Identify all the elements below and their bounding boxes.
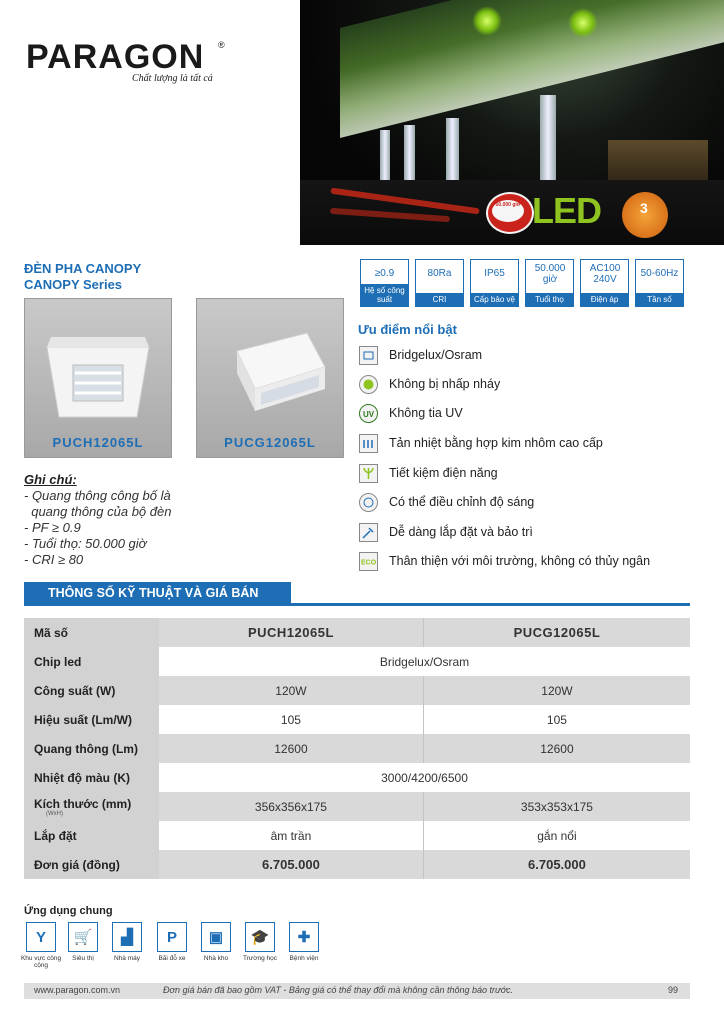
supermarket-icon: 🛒 xyxy=(68,922,98,952)
footer-note: Đơn giá bán đã bao gồm VAT - Bảng giá có thể thay đổi mà không cần thông báo trước. xyxy=(163,985,514,995)
spec-cri xyxy=(415,259,464,307)
canopy-light-glow xyxy=(472,6,502,36)
spec-price-table xyxy=(24,618,690,879)
advantage-item: Tiết kiệm điện năng xyxy=(389,466,498,480)
cell-value: 105 xyxy=(423,705,690,734)
station-pillar xyxy=(404,125,415,185)
row-label xyxy=(24,792,159,821)
table-row xyxy=(24,676,690,705)
spec-label: Tần số xyxy=(636,293,683,306)
dimmer-icon xyxy=(359,493,378,512)
advantage-item: Tản nhiệt bằng hợp kim nhôm cao cấp xyxy=(389,436,603,450)
factory-icon: ▟ xyxy=(112,922,142,952)
spec-value: 80Ra xyxy=(427,268,452,279)
row-label: Hiệu suất (Lm/W) xyxy=(24,705,159,734)
product-code-label: PUCG12065L xyxy=(224,435,316,450)
eco-icon xyxy=(359,552,378,571)
table-row xyxy=(24,850,690,879)
spec-value: ≥0.9 xyxy=(374,268,395,279)
cell-value: 3000/4200/6500 xyxy=(159,763,690,792)
cell-value: 120W xyxy=(159,676,423,705)
cell-value: 12600 xyxy=(159,734,423,763)
table-row xyxy=(24,734,690,763)
brand-logo: PARAGON xyxy=(26,38,205,76)
lifetime-badge-text: 50.000 giờ xyxy=(492,200,524,222)
logo-panel xyxy=(0,0,300,245)
table-row xyxy=(24,705,690,734)
table-row xyxy=(24,792,690,821)
note-line: quang thông của bộ đèn xyxy=(24,504,172,519)
footer-website: www.paragon.com.vn xyxy=(34,985,121,995)
note-line: - Quang thông công bố là xyxy=(24,488,171,503)
row-sublabel: (WxH) xyxy=(46,810,63,817)
advantage-item: Dễ dàng lắp đặt và bảo trì xyxy=(389,525,533,539)
svg-text:UV: UV xyxy=(363,410,375,419)
row-label: Quang thông (Lm) xyxy=(24,734,159,763)
spec-label: Điện áp xyxy=(581,293,628,306)
public-area-icon: Y xyxy=(26,922,56,952)
cell-value: âm trần xyxy=(159,821,423,850)
model-code: PUCG12065L xyxy=(423,618,690,647)
hospital-icon: ✚ xyxy=(289,922,319,952)
no-flicker-icon xyxy=(359,375,378,394)
notes-title: Ghi chú: xyxy=(24,472,77,487)
application-label: Trường học xyxy=(242,955,278,962)
energy-saving-icon xyxy=(359,464,378,483)
warehouse-icon: ▣ xyxy=(201,922,231,952)
row-label: Mã số xyxy=(24,618,159,647)
warranty-years: 3 xyxy=(640,200,648,216)
section-divider xyxy=(24,603,690,606)
surface-canopy-light-icon xyxy=(197,299,343,429)
school-icon: 🎓 xyxy=(245,922,275,952)
table-row xyxy=(24,647,690,676)
cell-value: 120W xyxy=(423,676,690,705)
advantage-item: Có thể điều chỉnh độ sáng xyxy=(389,495,535,509)
recessed-canopy-light-icon xyxy=(25,299,171,429)
spec-label: CRI xyxy=(416,293,463,306)
spec-frequency xyxy=(635,259,684,307)
advantage-item: Thân thiện với môi trường, không có thủy ngân xyxy=(389,554,651,568)
section-title: THÔNG SỐ KỸ THUẬT VÀ GIÁ BÁN xyxy=(48,586,259,600)
heat-sink-icon xyxy=(359,434,378,453)
applications-title: Ứng dụng chung xyxy=(24,905,113,917)
station-pillar xyxy=(380,130,390,185)
cell-value: Bridgelux/Osram xyxy=(159,647,690,676)
cell-value: 12600 xyxy=(423,734,690,763)
product-image-recessed xyxy=(24,298,172,458)
spec-value: IP65 xyxy=(484,268,505,279)
spec-power-factor xyxy=(360,259,409,307)
advantage-item: Không bị nhấp nháy xyxy=(389,377,501,391)
price-value: 6.705.000 xyxy=(159,850,423,879)
cell-value: 105 xyxy=(159,705,423,734)
spec-ip-rating xyxy=(470,259,519,307)
registered-mark: ® xyxy=(218,40,225,50)
model-code: PUCH12065L xyxy=(159,618,423,647)
spec-lifetime xyxy=(525,259,574,307)
advantages-title: Ưu điểm nổi bật xyxy=(358,322,457,337)
brand-tagline: Chất lượng là tất cả xyxy=(132,73,213,84)
product-series: CANOPY Series xyxy=(24,277,123,292)
cell-value: 356x356x175 xyxy=(159,792,423,821)
parking-icon: P xyxy=(157,922,187,952)
cell-value: gắn nổi xyxy=(423,821,690,850)
table-header-row xyxy=(24,618,690,647)
row-label: Chip led xyxy=(24,647,159,676)
hero-banner xyxy=(0,0,724,245)
install-icon xyxy=(359,523,378,542)
spec-value: 50-60Hz xyxy=(640,268,679,279)
application-label: Nhà máy xyxy=(113,955,140,962)
row-label: Công suất (W) xyxy=(24,676,159,705)
note-line: - PF ≥ 0.9 xyxy=(24,520,81,535)
application-label: Bãi đỗ xe xyxy=(158,955,186,962)
note-line: - Tuổi thọ: 50.000 giờ xyxy=(24,536,147,551)
note-line: - CRI ≥ 80 xyxy=(24,552,84,567)
spec-value: 50.000 giờ xyxy=(534,263,566,285)
advantage-item: Không tia UV xyxy=(389,406,463,420)
price-value: 6.705.000 xyxy=(423,850,690,879)
spec-label: Tuổi thọ xyxy=(526,293,573,306)
product-code-label: PUCH12065L xyxy=(52,435,144,450)
table-row xyxy=(24,763,690,792)
application-label: Siêu thị xyxy=(72,955,94,962)
chip-icon xyxy=(359,346,378,365)
spec-value: AC100 240V xyxy=(589,263,621,285)
product-image-surface xyxy=(196,298,344,458)
no-uv-icon xyxy=(359,404,378,423)
table-row xyxy=(24,821,690,850)
advantage-item: Bridgelux/Osram xyxy=(389,348,483,362)
application-label: Khu vực công cộng xyxy=(20,955,62,969)
spec-label: Cấp bảo vệ xyxy=(471,293,518,306)
application-label: Bệnh viện xyxy=(289,955,319,962)
led-logo: LED xyxy=(532,190,601,231)
cell-value: 353x353x175 xyxy=(423,792,690,821)
svg-text:ECO: ECO xyxy=(361,559,377,567)
row-label: Lắp đặt xyxy=(24,821,159,850)
spec-label: Hệ số công suất xyxy=(361,284,408,306)
application-label: Nhà kho xyxy=(203,955,229,962)
page-number: 99 xyxy=(668,985,679,995)
row-label: Nhiệt độ màu (K) xyxy=(24,763,159,792)
product-title: ĐÈN PHA CANOPY xyxy=(24,261,142,276)
store-building xyxy=(608,140,708,185)
canopy-light-glow xyxy=(568,8,598,38)
spec-voltage xyxy=(580,259,629,307)
row-label: Đơn giá (đồng) xyxy=(24,850,159,879)
row-label-text: Kích thước (mm) xyxy=(34,796,132,811)
